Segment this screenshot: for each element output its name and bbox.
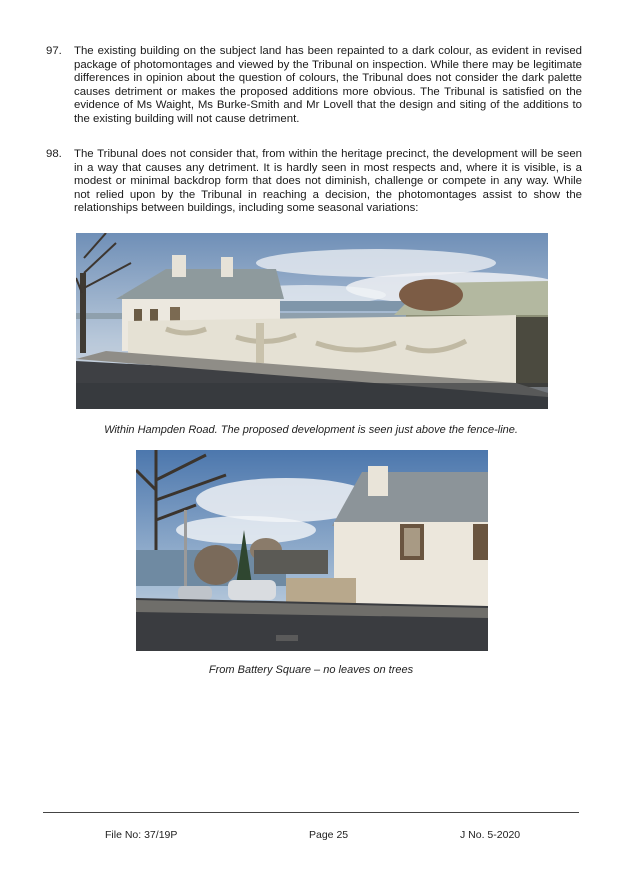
footer-file-number: File No: 37/19P — [105, 829, 178, 841]
footer-page-number: Page 25 — [309, 829, 349, 841]
footer-judgment-number: J No. 5-2020 — [460, 829, 521, 841]
photo-battery-square-image — [136, 450, 488, 651]
photo-hampden-road-image — [76, 233, 548, 409]
paragraph-97 — [46, 45, 582, 127]
paragraph-number: 97. — [46, 45, 62, 57]
figure-caption-battery-square: From Battery Square – no leaves on trees — [208, 664, 414, 676]
paragraph-98 — [46, 148, 582, 216]
paragraph-text: The existing building on the subject land has been repainted to a dark colour, as evident in revised package of photomontages and viewed by the Tribunal on inspection. While there may be legitimate differences in opinion about the question of colours, the Tribunal does not consider the dark palette causes detriment or makes the proposed additions more obvious. The Tribunal is satisfied on the evidence of Ms Waight, Ms Burke-Smith and Mr Lovell that the design and siting of the additions to the existing building will not cause detriment. — [74, 45, 582, 125]
photo-hampden-road — [76, 233, 548, 409]
photo-battery-square — [136, 450, 488, 651]
paragraph-number: 98. — [46, 148, 62, 160]
paragraph-text: The Tribunal does not consider that, from within the heritage precinct, the development will be seen in a way that causes any detriment. It is hardly seen in most respects and, where it is visible, is a modest or minimal backdrop form that does not diminish, challenge or compete in any way. While not relied upon by the Tribunal in reaching a decision, the photomontages assist to show the relationships between buildings, including some seasonal variations: — [74, 148, 582, 215]
footer-divider — [43, 812, 579, 813]
figure-caption-hampden-road: Within Hampden Road. The proposed development is seen just above the fence-line. — [104, 424, 518, 436]
